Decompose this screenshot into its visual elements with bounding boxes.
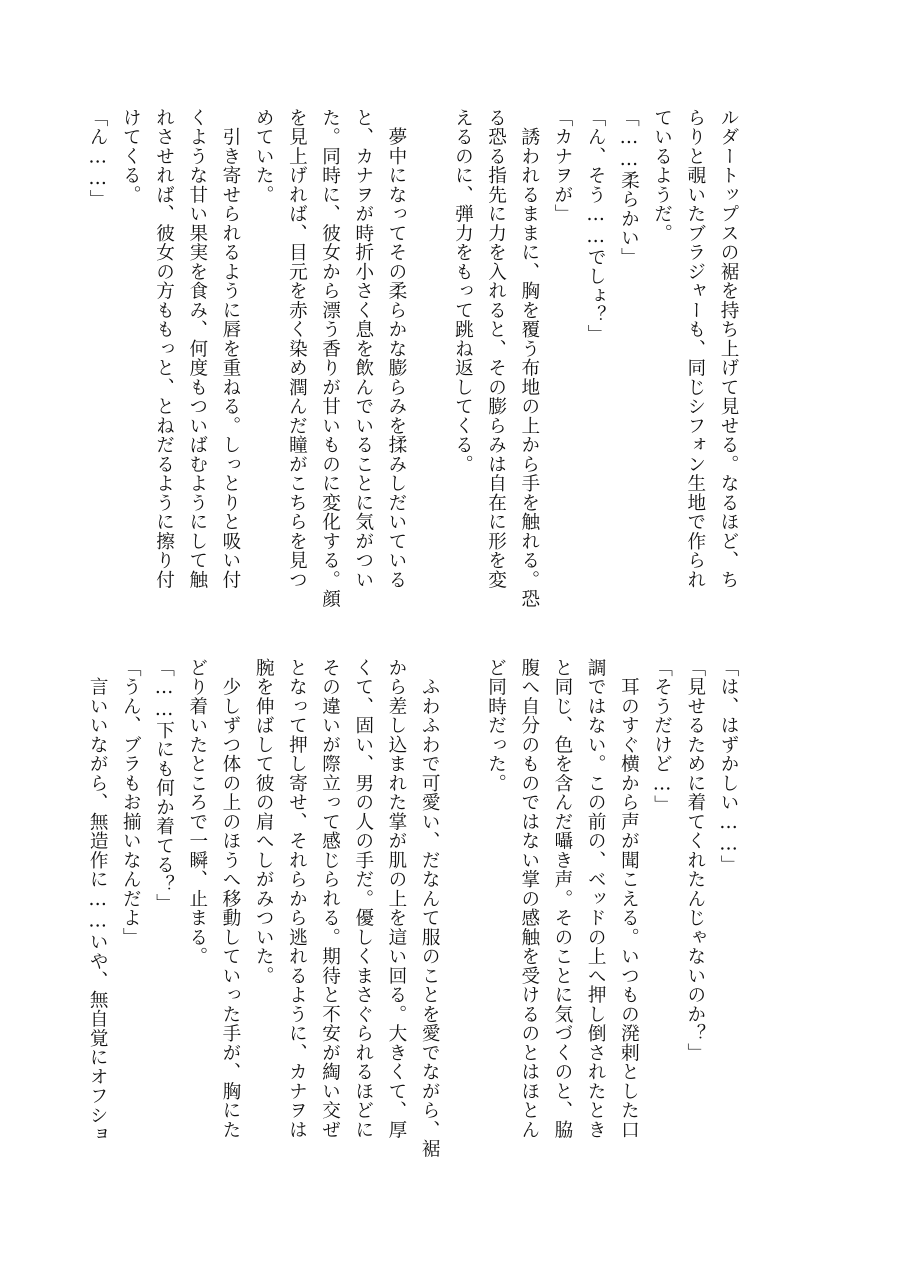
text-line: ルダートップスの裾を持ち上げて見せる。なるほど、ち [718,108,739,590]
text-line: 少しずつ体の上のほうへ移動していった手が、胸にた [219,658,241,1140]
text-line: と同じ、色を含んだ囁き声。そのことに気づくのと、脇 [551,658,573,1140]
text-block-upper [81,108,745,608]
text-line: 「そうだけど…」 [651,658,673,815]
text-line: を見上げれば、目元を赤く染め潤んだ瞳がこちらを見つ [286,108,308,590]
text-line: 「うん、ブラもお揃いなんだよ」 [120,658,142,947]
text-line: 引き寄せられるように唇を重ねる。しっとりと吸い付 [219,108,241,590]
text-line: となって押し寄せ、それらから逃れるように、カナヲは [286,658,308,1140]
text-line: 「……下にも何か着てる？」 [153,658,175,914]
text-line: らりと覗いたブラジャーも、同じシフォン生地で作られ [684,108,706,590]
text-line: ているようだ。 [651,108,673,243]
text-line: 「……柔らかい」 [618,108,640,267]
text-line: えるのに、弾力をもって跳ね返してくる。 [452,108,474,474]
text-line: 「見せるために着てくれたんじゃないのか？」 [684,658,706,1063]
text-line: くて、固い、男の人の手だ。優しくまさぐられるほどに [352,658,374,1140]
text-line: る恐る指先に力を入れると、その膨らみは自在に形を変 [485,108,507,590]
text-line: くような甘い果実を食み、何度もついばむようにして触 [186,108,208,590]
text-line: れさせれば、彼女の方ももっと、とねだるように擦り付 [153,108,175,590]
text-line: と、カナヲが時折小さく息を飲んでいることに気がつい [352,108,374,590]
text-line: 「カナヲが」 [551,108,573,224]
text-line: 腹へ自分のものではない掌の感触を受けるのとはほとん [518,658,540,1140]
text-line: ふわふわで可愛い、だなんて服のことを愛でながら、裾 [419,658,441,1159]
text-line: 「は、はずかしい……」 [718,658,739,875]
text-line: ど同時だった。 [485,658,507,793]
text-line: 腕を伸ばして彼の肩へしがみついた。 [253,658,275,986]
text-line: 夢中になってその柔らかな膨らみを揉みしだいている [385,108,407,590]
text-line: 「ん、そう……でしょ？」 [585,108,607,344]
text-line: 誘われるままに、胸を覆う布地の上から手を触れる。恐 [518,108,540,609]
text-line: 耳のすぐ横から声が聞こえる。いつもの溌剌とした口 [618,658,640,1140]
text-block-lower [81,658,745,1158]
text-line: から差し込まれた掌が肌の上を這い回る。大きくて、厚 [385,658,407,1140]
text-line: どり着いたところで一瞬、止まる。 [186,658,208,966]
text-line: めていた。 [253,108,275,205]
text-line: 「ん……」 [87,108,109,210]
text-line: 言いいながら、無造作に……いや、無自覚にオフショ [87,658,109,1145]
text-line: た。同時に、彼女から漂う香りが甘いものに変化する。顔 [319,108,341,609]
text-line: けてくる。 [120,108,142,205]
text-line: 調ではない。この前の、ベッドの上へ押し倒されたとき [585,658,607,1140]
text-line: その違いが際立って感じられる。期待と不安が綯い交ぜ [319,658,341,1140]
